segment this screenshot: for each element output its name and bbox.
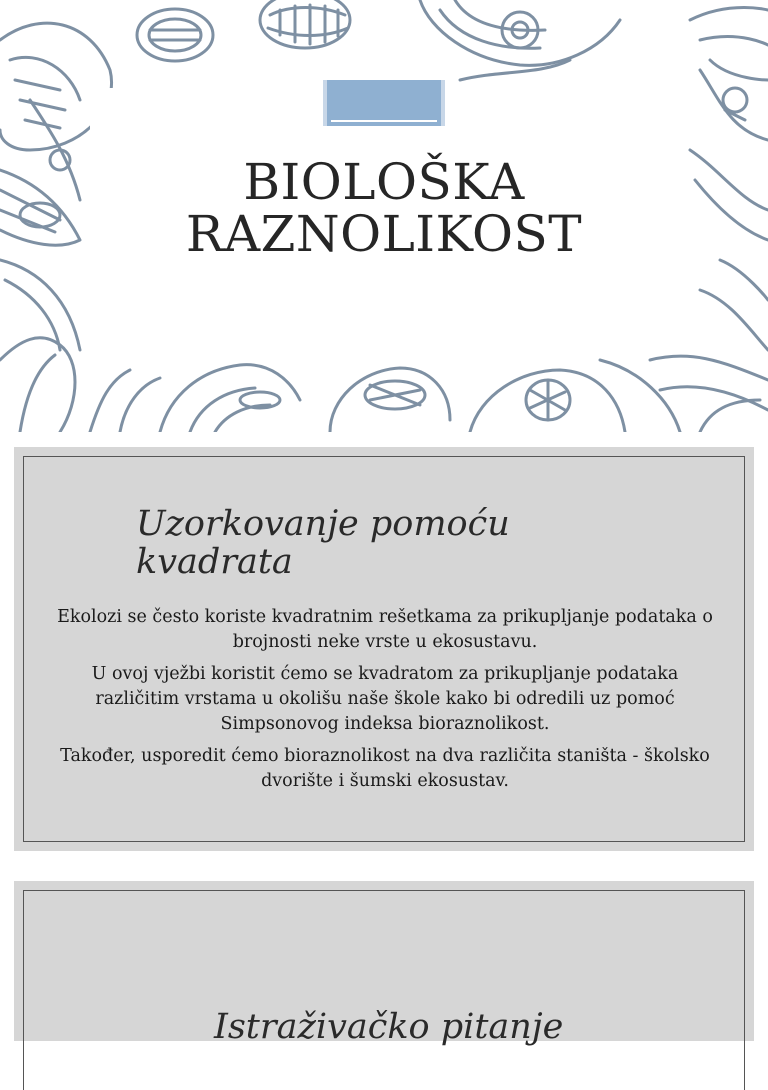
body-paragraph: U ovoj vježbi koristit ćemo se kvadratom za prikupljanje podataka različitim vrstama u okolišu naše škole kako bi odredili uz pomoć Simpsonovog indeksa bioraznolikost. xyxy=(91,664,679,734)
heading-line-2: kvadrata xyxy=(136,542,293,582)
content-slide-quadrat-sampling xyxy=(14,447,754,851)
slide-title xyxy=(90,153,678,263)
slide-heading: Istraživačko pitanje xyxy=(214,1007,564,1047)
title-line-1: BIOLOŠKA xyxy=(243,153,525,211)
slide-body xyxy=(54,605,716,801)
content-slide-research-question xyxy=(14,881,754,1047)
title-accent-tab xyxy=(323,80,445,126)
body-paragraph: Također, usporedit ćemo bioraznolikost na dva različita staništa - školsko dvorište i šumski ekosustav. xyxy=(60,746,710,791)
title-slide xyxy=(0,0,768,432)
title-line-2: RAZNOLIKOST xyxy=(185,205,583,263)
body-paragraph: Ekolozi se često koriste kvadratnim rešetkama za prikupljanje podataka o brojnosti neke vrste u ekosustavu. xyxy=(57,607,713,652)
content-panel xyxy=(23,890,745,1090)
slide-heading xyxy=(136,505,696,581)
heading-line-1: Uzorkovanje pomoću xyxy=(136,504,510,544)
content-panel xyxy=(23,456,745,842)
